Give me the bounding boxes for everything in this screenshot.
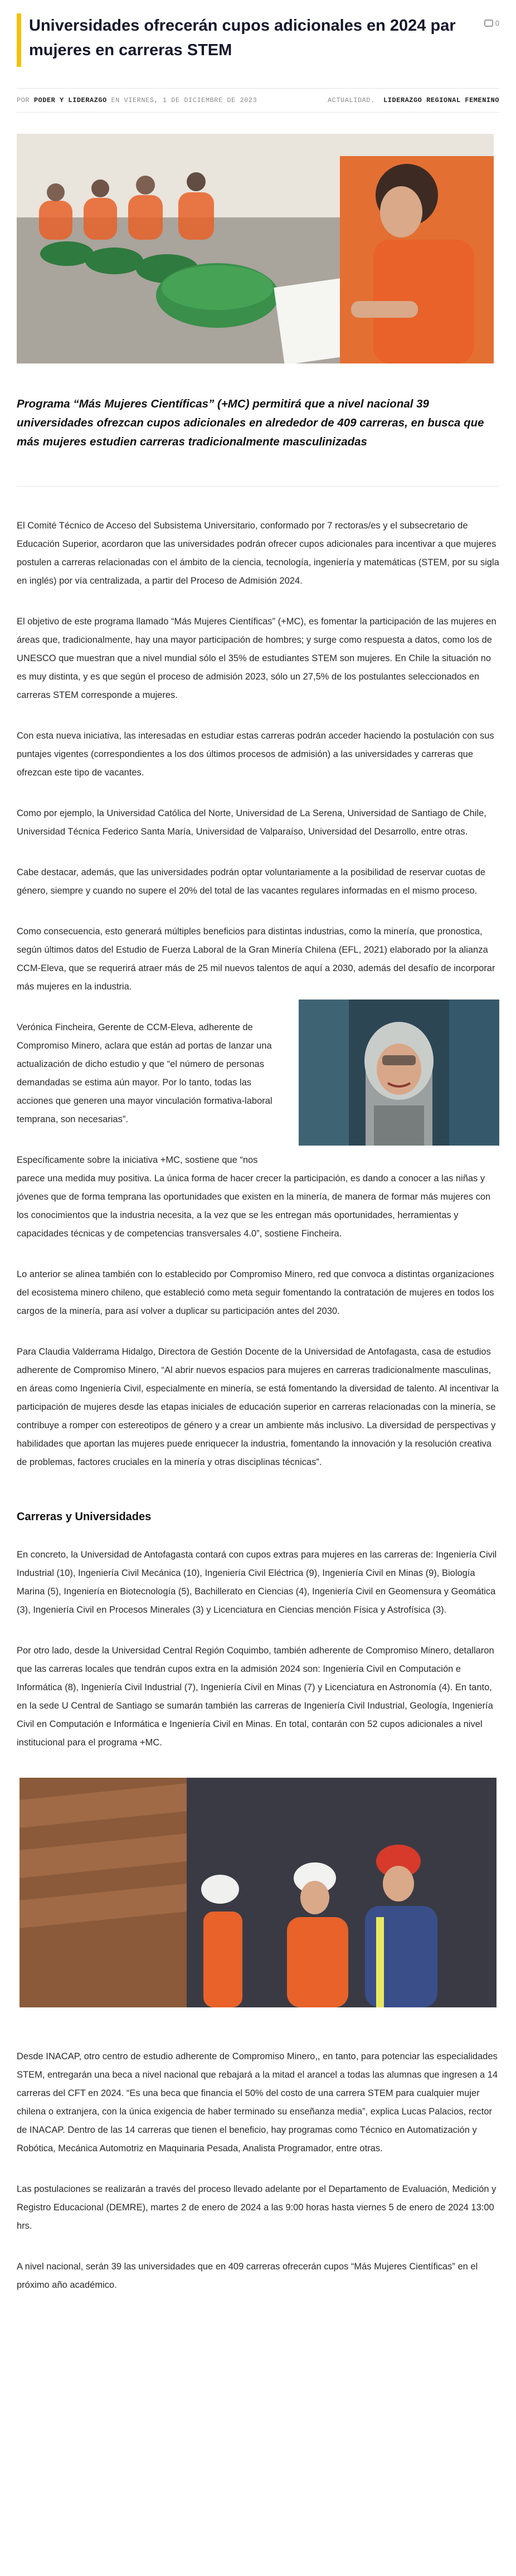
paragraph: Como consecuencia, esto generará múltiples beneficios para distintas industrias, como la minería, que pronostica, según últimos datos del Estudio de Fuerza Laboral de la Gran Minería Chilena (EFL, 2021) elaborado por la alianza CCM-Eleva, que se requerirá atraer más de 25 mil nuevos talentos de aquí a 2030, además del desafío de incorporar más mujeres en la industria. — [17, 926, 495, 992]
paragraph: Con esta nueva iniciativa, las interesadas en estudiar estas carreras podrán acceder haciendo la postulación con sus puntajes vigentes (correspondientes a los dos últimos procesos de admisión) a las universidades y carreras que ofrezcan este tipo de vacantes. — [17, 731, 494, 778]
paragraph: Las postulaciones se realizarán a través del proceso llevado adelante por el Departamento de Evaluación, Medición y Registro Educacional (DEMRE), martes 2 de enero de 2024 a las 9:00 horas hasta viernes 5 de enero de 2024 13:00 hrs. — [17, 2184, 496, 2231]
paragraph: Cabe destacar, además, que las universidades podrán optar voluntariamente a la posibilidad de reservar cuotas de género, siempre y cuando no supere el 20% del total de las vacantes regulares informadas en el mismo proceso. — [17, 867, 486, 896]
paragraph: A nivel nacional, serán 39 las universidades que en 409 carreras ofrecerán cupos “Más Mujeres Científicas” en el próximo año académico. — [17, 2262, 478, 2290]
article-header — [17, 0, 499, 67]
article-title: Universidades ofrecerán cupos adicionales en 2024 par mujeres en carreras STEM — [29, 17, 456, 59]
paragraph: Verónica Fincheira, Gerente de CCM-Eleva, adherente de Compromiso Minero, aclara que están ad portas de lanzar una actualización de dicho estudio y que “el número de personas demandadas se estima aún mayor. Por lo tanto, todas las acciones que generen una mayor vinculación formativa-laboral temprana, son necesarias”. — [17, 1022, 272, 1124]
author-link[interactable]: PODER Y LIDERAZGO — [33, 96, 107, 104]
worker-portrait-image — [299, 1000, 499, 1146]
title-accent-bar — [17, 13, 21, 67]
paragraph: El Comité Técnico de Acceso del Subsistema Universitario, conformado por 7 rectoras/es y el subsecretario de Educación Superior, acordaron que las universidades podrán ofrecer cupos adicionales para incentivar a que mujeres postulen a carreras relacionadas con el ámbito de la ciencia, tecnología, ingeniería y matemáticas (STEM, por su sigla en inglés) por vía centralizada, a partir del Proceso de Admisión 2024. — [17, 521, 499, 586]
paragraph: Desde INACAP, otro centro de estudio adherente de Compromiso Minero,, en tanto, para potenciar las especialidades STEM, entregarán una beca a nivel nacional que rebajará a la mitad el arancel a todas las alumnas que ingresen a 14 carreras del CFT en 2024. “Es una beca que financia el 50% del costo de una carrera STEM para cualquier mujer chilena o extranjera, con la única exigencia de haber terminado su enseñanza media”, explica Lucas Palacios, rector de INACAP. Dentro de las 14 carreras que tienen el beneficio, hay programas como Técnico en Automatización y Robótica, Mecánica Automotriz en Maquinaria Pesada, Analista Programador, entre otras. — [17, 2051, 498, 2153]
section-label: ACTUALIDAD. — [327, 96, 375, 104]
article-body — [17, 517, 499, 2294]
hero-image — [17, 134, 494, 363]
section-link[interactable]: LIDERAZGO REGIONAL FEMENINO — [383, 96, 499, 104]
paragraph: En concreto, la Universidad de Antofagasta contará con cupos extras para mujeres en las carreras de: Ingeniería Civil Industrial (10), Ingeniería Civil Mecánica (10), Ingeniería Civil Eléctrica (9), Ingeniería Civil en Minas (9), Biología Marina (5), Ingeniería en Biotecnología (5), Bachillerato en Ciencias (4), Ingeniería Civil en Geomensura y Geomática (3), Ingeniería Civil en Procesos Minerales (3) y Licenciatura en Ciencias mención Física y Astrofísica (3). — [17, 1550, 497, 1615]
paragraph: El objetivo de este programa llamado “Más Mujeres Científicas” (+MC), es fomentar la participación de las mujeres en áreas que, tradicionalmente, hay una mayor participación de hombres; y surge como respuesta a datos, como los de UNESCO que muestran que a nivel mundial sólo el 35% de estudiantes STEM son mujeres. En Chile la situación no es muy distinta, y es que según el proceso de admisión 2023, sólo un 27,5% de los postulantes seleccionados en carreras STEM corresponde a mujeres. — [17, 617, 496, 700]
meta-por-label: POR — [17, 96, 30, 104]
paragraph: Como por ejemplo, la Universidad Católica del Norte, Universidad de La Serena, Universidad de Santiago de Chile, Universidad Técnica Federico Santa María, Universidad de Valparaíso, Universidad del Desarrollo, entre otras. — [17, 808, 486, 837]
comment-icon — [484, 20, 493, 27]
category-info — [328, 96, 499, 104]
paragraph: Específicamente sobre la iniciativa +MC, sostiene que “nos parece una medida muy positiva. La única forma de hacer crecer la participación, es dando a conocer a las niñas y jóvenes que de forma temprana las oportunidades que existen en la minería, de manera de formar más mujeres con los conocimientos que la industria necesita, a la vez que se les entregan más oportunidades, herramientas y capacidades técnicas y de competencias transversales 4.0”, sostiene Fincheira. — [17, 1155, 491, 1239]
comments-link[interactable] — [484, 13, 499, 27]
comments-count: 0 — [495, 19, 499, 27]
paragraph: Para Claudia Valderrama Hidalgo, Directora de Gestión Docente de la Universidad de Antofagasta, casa de estudios adherente de Compromiso Minero, “Al abrir nuevos espacios para mujeres en carreras tradicionalmente masculinas, en áreas como Ingeniería Civil, especialmente en minería, se está fomentando la diversidad de talento. Al incentivar la participación de mujeres desde las etapas iniciales de educación superior en carreras relacionadas con la minería, se contribuye a romper con estereotipos de género y a crear un ambiente más inclusivo. La diversidad de perspectivas y habilidades que aportan las mujeres puede enriquecer la industria, fomentando la innovación y la resolución creativa de problemas, factores cruciales en la minería y otras disciplinas técnicas”. — [17, 1347, 499, 1467]
paragraph: Lo anterior se alinea también con lo establecido por Compromiso Minero, red que convoca a distintas organizaciones del ecosistema minero chileno, que estableció como meta seguir fomentando la contratación de mujeres en todos los cargos de la minería, para así volver a duplicar su participación antes del 2030. — [17, 1269, 494, 1316]
paragraph: Por otro lado, desde la Universidad Central Región Coquimbo, también adherente de Compromiso Minero, detallaron que las carreras locales que tendrán cupos extra en la admisión 2024 son: Ingeniería Civil en Computación e Informática (8), Ingeniería Civil Industrial (7), Ingeniería Civil en Minas (7) y Licenciatura en Astronomía (4). En tanto, en la sede U Central de Santiago se sumarán también las carreras de Ingeniería Civil Industrial, Geología, Ingeniería Civil en Computación e Informática e Ingeniería Civil en Minas. En total, contarán con 52 cupos adicionales a nivel institucional para el programa +MC. — [17, 1646, 494, 1748]
article-lead: Programa “Más Mujeres Científicas” (+MC) permitirá que a nivel nacional 39 universidades ofrezcan cupos adicionales en alrededor de 409 carreras, en busca que más mujeres estudien carreras tradicionalmente masculinizadas — [17, 395, 499, 487]
section-heading: Carreras y Universidades — [17, 1511, 152, 1523]
article-meta — [17, 88, 499, 113]
workers-group-image — [20, 1778, 496, 2007]
publish-date: EN VIERNES, 1 DE DICIEMBRE DE 2023 — [111, 96, 257, 104]
